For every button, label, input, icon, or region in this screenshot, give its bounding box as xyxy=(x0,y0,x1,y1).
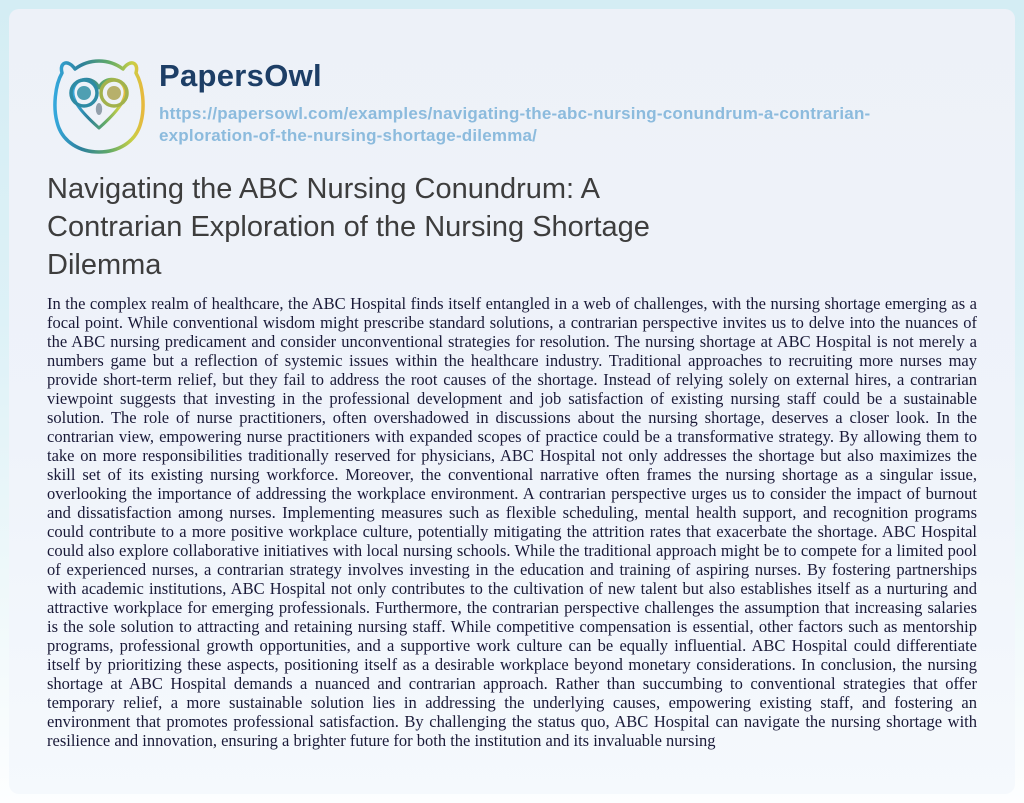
header-text xyxy=(159,52,870,147)
document-card xyxy=(9,9,1015,794)
article-title: Navigating the ABC Nursing Conundrum: A Contrarian Exploration of the Nursing Shortage Dilemma xyxy=(47,173,650,281)
page-url-line-2: exploration-of-the-nursing-shortage-dilemma/ xyxy=(159,126,538,145)
article-body: In the complex realm of healthcare, the ABC Hospital finds itself entangled in a web of challenges, with the nursing shortage emerging as a focal point. While conventional wisdom might prescribe standard solutions, a contrarian perspective invites us to delve into the nuances of the ABC nursing predicament and consider unconventional strategies for resolution. The nursing shortage at ABC Hospital is not merely a numbers game but a reflection of systemic issues within the healthcare industry. Traditional approaches to recruiting more nurses may provide short-term relief, but they fail to address the root causes of the shortage. Instead of relying solely on external hires, a contrarian viewpoint suggests that investing in the professional development and job satisfaction of existing nursing staff could be a sustainable solution. The role of nurse practitioners, often overshadowed in discussions about the nursing shortage, deserves a closer look. In the contrarian view, empowering nurse practitioners with expanded scopes of practice could be a transformative strategy. By allowing them to take on more responsibilities traditionally reserved for physicians, ABC Hospital not only addresses the shortage but also maximizes the skill set of its existing nursing workforce. Moreover, the conventional narrative often frames the nursing shortage as a singular issue, overlooking the importance of addressing the workplace environment. A contrarian perspective urges us to consider the impact of burnout and dissatisfaction among nurses. Implementing measures such as flexible scheduling, mental health support, and recognition programs could contribute to a more positive workplace culture, potentially mitigating the attrition rates that exacerbate the shortage. ABC Hospital could also explore collaborative initiatives with local nursing schools. While the traditional approach might be to compete for a limited pool of experienced nurses, a contrarian strategy involves investing in the education and training of aspiring nurses. By fostering partnerships with academic institutions, ABC Hospital not only contributes to the cultivation of new talent but also establishes itself as a nurturing and attractive workplace for emerging professionals. Furthermore, the contrarian perspective challenges the assumption that increasing salaries is the sole solution to attracting and retaining nursing staff. While competitive compensation is essential, other factors such as mentorship programs, professional growth opportunities, and a supportive work culture can be equally influential. ABC Hospital could differentiate itself by prioritizing these aspects, positioning itself as a desirable workplace beyond monetary considerations. In conclusion, the nursing shortage at ABC Hospital demands a nuanced and contrarian approach. Rather than succumbing to conventional strategies that offer temporary relief, a more sustainable solution lies in addressing the underlying causes, empowering existing staff, and fostering an environment that promotes professional satisfaction. By challenging the status quo, ABC Hospital can navigate the nursing shortage with resilience and innovation, ensuring a brighter future for both the institution and its invaluable nursing xyxy=(47,294,977,750)
site-header xyxy=(49,52,977,156)
page-url-line-1: https://papersowl.com/examples/navigating-the-abc-nursing-conundrum-a-contrarian- xyxy=(159,104,871,123)
owl-logo-icon xyxy=(49,52,149,156)
papersowl-logo xyxy=(49,52,149,156)
brand-name: PapersOwl xyxy=(159,58,322,93)
page-url-link[interactable] xyxy=(159,103,870,147)
